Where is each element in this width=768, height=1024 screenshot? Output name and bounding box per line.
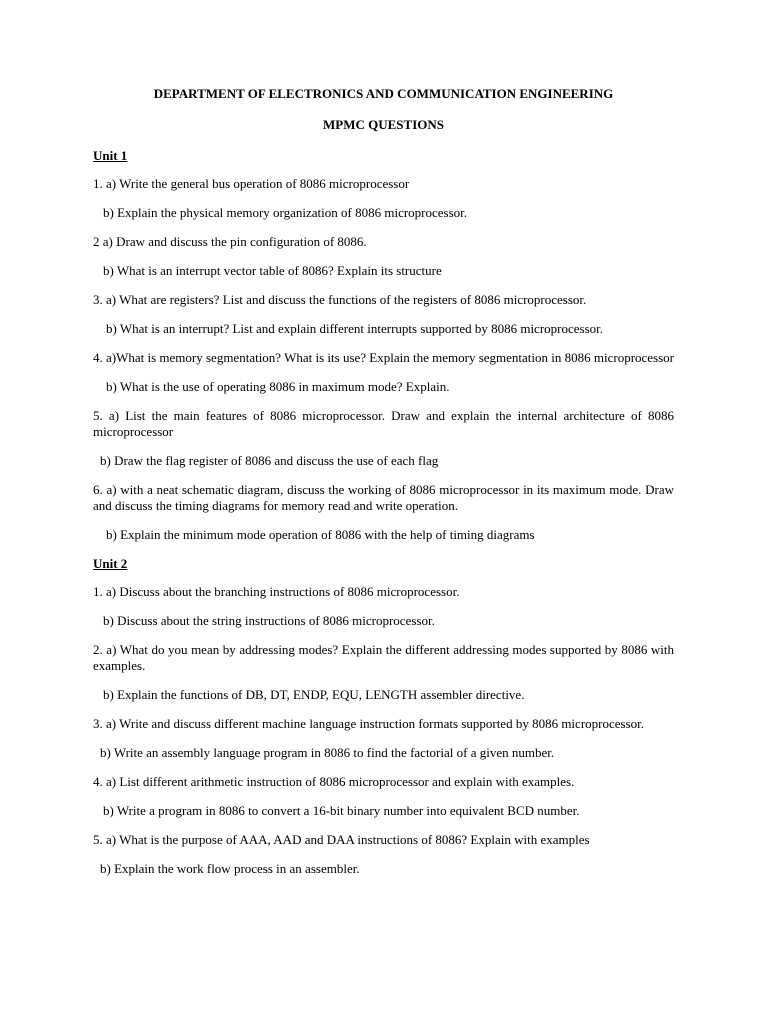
question-item: 3. a) What are registers? List and discuss the functions of the registers of 8086 microprocessor. [93, 292, 587, 307]
question-item: 2 a) Draw and discuss the pin configuration of 8086. [93, 234, 367, 249]
document-page [93, 86, 674, 890]
question-item: 5. a) What is the purpose of AAA, AAD and DAA instructions of 8086? Explain with examples [93, 832, 590, 847]
question-item: 2. a) What do you mean by addressing modes? Explain the different addressing modes supported by 8086 with examples. [93, 642, 674, 673]
question-item: 5. a) List the main features of 8086 microprocessor. Draw and explain the internal architecture of 8086 microprocessor [93, 408, 674, 439]
question-item: 4. a)What is memory segmentation? What is its use? Explain the memory segmentation in 8086 microprocessor [93, 350, 675, 365]
question-item: b) Write an assembly language program in 8086 to find the factorial of a given number. [100, 745, 555, 760]
question-item: 3. a) Write and discuss different machine language instruction formats supported by 8086 microprocessor. [93, 716, 644, 731]
question-item: b) Explain the work flow process in an assembler. [100, 861, 360, 876]
department-title: DEPARTMENT OF ELECTRONICS AND COMMUNICATION ENGINEERING [153, 86, 614, 101]
document-subtitle: MPMC QUESTIONS [323, 117, 444, 132]
question-item: b) Explain the minimum mode operation of 8086 with the help of timing diagrams [106, 527, 535, 542]
question-item: 1. a) Write the general bus operation of 8086 microprocessor [93, 176, 410, 191]
question-item: b) What is an interrupt? List and explain different interrupts supported by 8086 microprocessor. [106, 321, 604, 336]
question-item: b) Discuss about the string instructions of 8086 microprocessor. [103, 613, 435, 628]
question-item: b) Draw the flag register of 8086 and discuss the use of each flag [100, 453, 439, 468]
question-item: 6. a) with a neat schematic diagram, discuss the working of 8086 microprocessor in its maximum mode. Draw and discuss the timing diagrams for memory read and write operation. [93, 482, 674, 513]
question-item: b) Explain the physical memory organization of 8086 microprocessor. [103, 205, 468, 220]
question-item: b) Write a program in 8086 to convert a 16-bit binary number into equivalent BCD number. [103, 803, 580, 818]
question-item: b) Explain the functions of DB, DT, ENDP, EQU, LENGTH assembler directive. [103, 687, 525, 702]
unit-heading: Unit 2 [93, 556, 128, 571]
question-item: 4. a) List different arithmetic instruction of 8086 microprocessor and explain with examples. [93, 774, 575, 789]
question-item: b) What is the use of operating 8086 in maximum mode? Explain. [106, 379, 450, 394]
unit-heading: Unit 1 [93, 148, 128, 163]
question-item: b) What is an interrupt vector table of 8086? Explain its structure [103, 263, 442, 278]
question-item: 1. a) Discuss about the branching instructions of 8086 microprocessor. [93, 584, 460, 599]
